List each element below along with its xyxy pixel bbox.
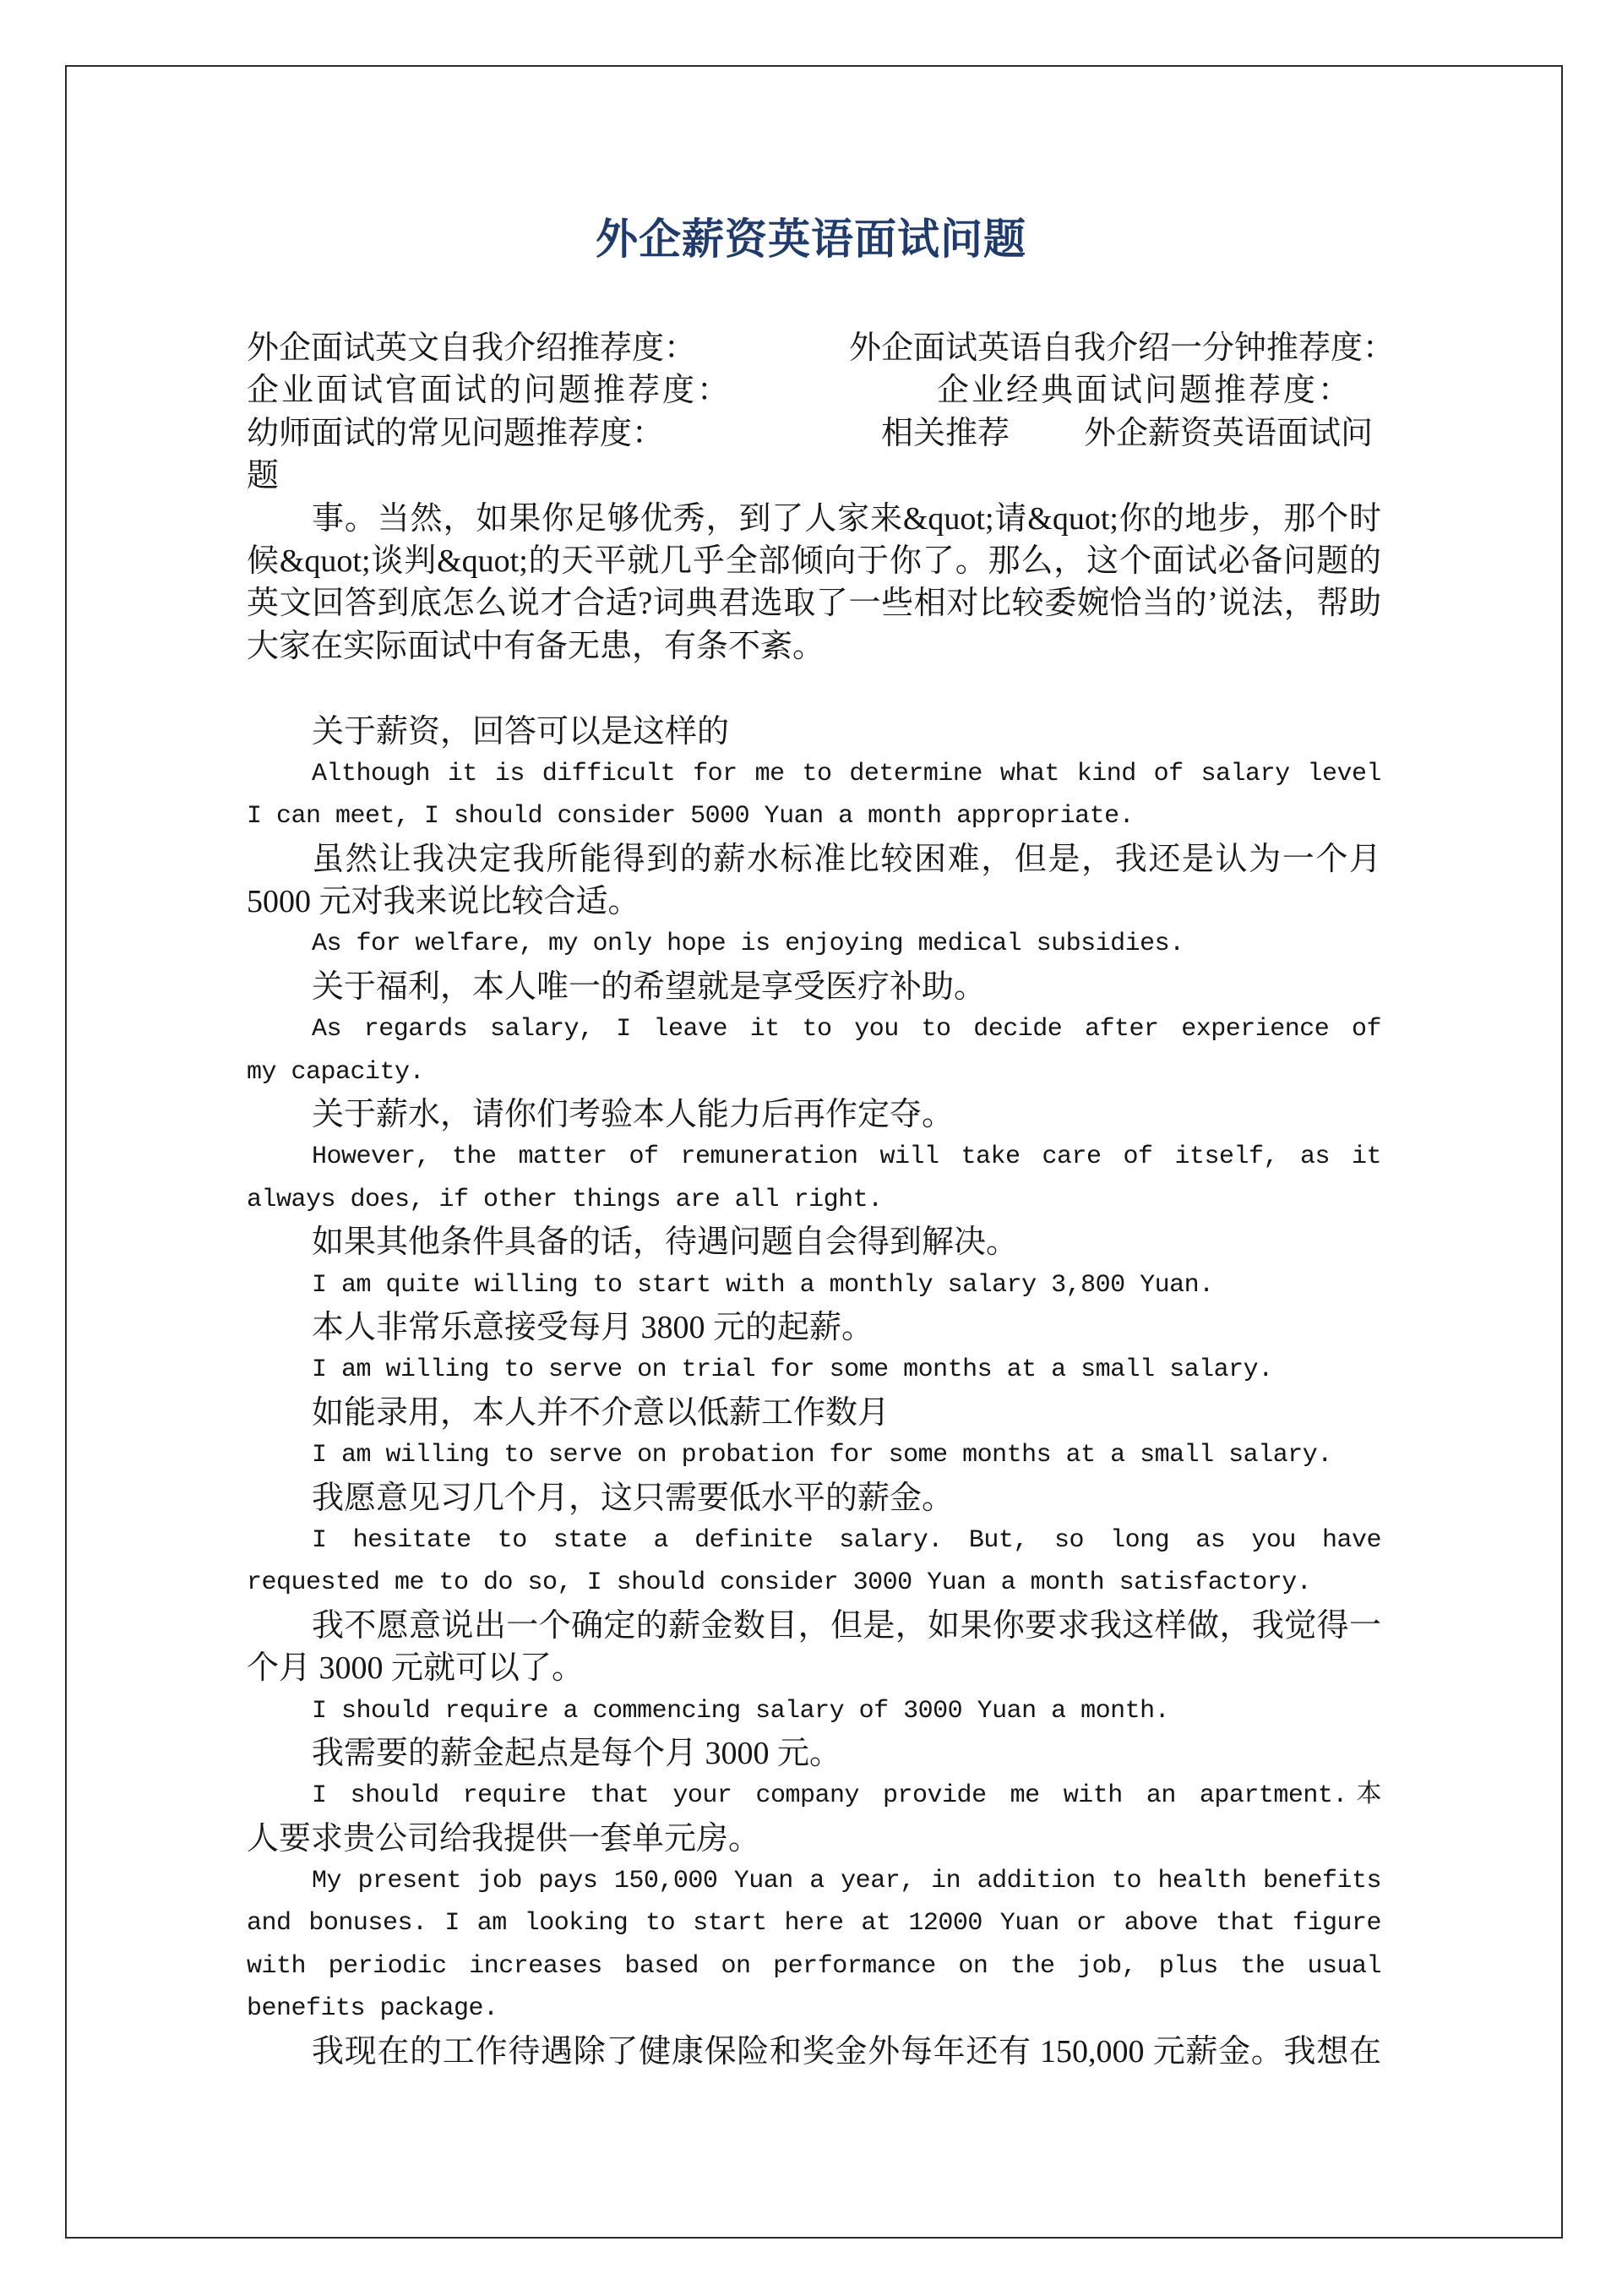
paragraph bbox=[247, 1519, 1381, 1605]
paragraph bbox=[247, 1349, 1381, 1391]
document-title: 外企薪资英语面试问题 bbox=[596, 215, 1026, 263]
paragraph bbox=[247, 711, 1381, 753]
paragraph bbox=[247, 1264, 1381, 1306]
paragraph bbox=[247, 966, 1381, 1008]
body-line: I am quite willing to start with a monthly salary 3,800 Yuan. bbox=[312, 1270, 1214, 1300]
body-line: I can meet, I should consider 5000 Yuan a month appropriate. bbox=[247, 802, 1135, 832]
paragraph bbox=[247, 1008, 1381, 1093]
body-line: 我现在的工作待遇除了健康保险和奖金外每年还有 150,000 元薪金。我想在 bbox=[312, 2033, 1381, 2070]
recommendation-item: 企业面试官面试的问题推荐度： bbox=[247, 373, 732, 409]
body-line: As regards salary, I leave it to you to decide after experience of bbox=[312, 1015, 1381, 1044]
body-line: 关于福利，本人唯一的希望就是享受医疗补助。 bbox=[312, 968, 987, 1005]
paragraph bbox=[247, 1093, 1381, 1136]
paragraph bbox=[247, 1434, 1381, 1476]
body-line: 如果其他条件具备的话，待遇问题自会得到解决。 bbox=[312, 1224, 1019, 1261]
recommendation-item: 外企面试英文自我介绍推荐度： bbox=[247, 330, 697, 366]
body-line: 个月 3000 元就可以了。 bbox=[247, 1650, 585, 1687]
body-line: 5000 元对我来说比较合适。 bbox=[247, 884, 640, 920]
body-line: 事。当然，如果你足够优秀，到了人家来&quot;请&quot;你的地步，那个时 bbox=[312, 500, 1381, 537]
body-line: 关于薪资，回答可以是这样的 bbox=[312, 713, 730, 750]
body-line: my capacity. bbox=[247, 1057, 425, 1087]
body-line: 关于薪水，请你们考验本人能力后再作定夺。 bbox=[312, 1097, 955, 1133]
related-article-title-continued: 题 bbox=[247, 458, 280, 494]
paragraph bbox=[247, 1392, 1381, 1434]
body-line: 人要求贵公司给我提供一套单元房。 bbox=[247, 1820, 761, 1857]
body-line: 我需要的薪金起点是每个月 3000 元。 bbox=[312, 1735, 842, 1771]
body-line: Although it is difficult for me to determine what kind of salary level bbox=[312, 759, 1381, 788]
paragraph bbox=[247, 1775, 1381, 1860]
paragraph bbox=[247, 838, 1381, 924]
related-label: 相关推荐 bbox=[881, 415, 1010, 451]
body-line: 候&quot;谈判&quot;的天平就几乎全部倾向于你了。那么，这个面试必备问题的 bbox=[247, 543, 1381, 579]
paragraph bbox=[247, 1605, 1381, 1690]
body-line: 英文回答到底怎么说才合适?词典君选取了一些相对比较委婉恰当的’说法，帮助 bbox=[247, 586, 1381, 622]
document-body bbox=[247, 327, 1396, 2073]
paragraph bbox=[247, 2031, 1381, 2073]
recommendation-row bbox=[247, 327, 1396, 369]
body-line: I should require a commencing salary of 3000 Yuan a month. bbox=[312, 1696, 1170, 1726]
paragraph bbox=[247, 1477, 1381, 1519]
paragraph bbox=[247, 753, 1381, 838]
body-line: 如能录用，本人并不介意以低薪工作数月 bbox=[312, 1394, 890, 1431]
recommendation-item: 外企面试英语自我介绍一分钟推荐度： bbox=[849, 330, 1396, 366]
related-article-title: 外企薪资英语面试问 bbox=[1084, 415, 1374, 451]
body-line: I am willing to serve on probation for some months at a small salary. bbox=[312, 1441, 1332, 1470]
paragraph bbox=[247, 1221, 1381, 1263]
recommendation-row bbox=[247, 412, 1381, 455]
body-line: always does, if other things are all right. bbox=[247, 1185, 883, 1214]
body-line: 我不愿意说出一个确定的薪金数目，但是，如果你要求我这样做，我觉得一 bbox=[312, 1607, 1381, 1644]
paragraph bbox=[247, 1136, 1381, 1221]
body-line: and bonuses. I am looking to start here at 12000 Yuan or above that figure bbox=[247, 1909, 1381, 1939]
body-line: with periodic increases based on performance on the job, plus the usual bbox=[247, 1951, 1381, 1981]
body-line: I should require that your company provide me with an apartment.本 bbox=[312, 1781, 1381, 1811]
body-line: 本人非常乐意接受每月 3800 元的起薪。 bbox=[312, 1309, 874, 1345]
body-line: benefits package. bbox=[247, 1994, 498, 2024]
recommendation-row bbox=[247, 369, 1381, 412]
body-line: I am willing to serve on trial for some months at a small salary. bbox=[312, 1355, 1273, 1385]
recommendation-item: 幼师面试的常见问题推荐度： bbox=[247, 415, 665, 451]
body-line: As for welfare, my only hope is enjoying medical subsidies. bbox=[312, 930, 1184, 959]
body-line: I hesitate to state a definite salary. But, so long as you have bbox=[312, 1525, 1381, 1555]
body-line: 大家在实际面试中有备无患，有条不紊。 bbox=[247, 628, 825, 664]
paragraph bbox=[247, 1860, 1381, 2031]
body-line: However, the matter of remuneration will take care of itself, as it bbox=[312, 1143, 1381, 1172]
body-line: 我愿意见习几个月，这只需要低水平的薪金。 bbox=[312, 1480, 955, 1516]
body-line: 虽然让我决定我所能得到的薪水标准比较困难，但是，我还是认为一个月 bbox=[312, 841, 1381, 877]
blank-line bbox=[247, 668, 1381, 710]
paragraph bbox=[247, 1732, 1381, 1775]
recommendation-item: 企业经典面试问题推荐度： bbox=[937, 373, 1353, 409]
paragraph bbox=[247, 1306, 1381, 1349]
body-line: requested me to do so, I should consider 3000 Yuan a month satisfactory. bbox=[247, 1568, 1312, 1598]
paragraph bbox=[247, 923, 1381, 965]
paragraph bbox=[247, 1690, 1381, 1732]
body-line: My present job pays 150,000 Yuan a year, in addition to health benefits bbox=[312, 1867, 1381, 1896]
paragraph bbox=[247, 498, 1381, 668]
